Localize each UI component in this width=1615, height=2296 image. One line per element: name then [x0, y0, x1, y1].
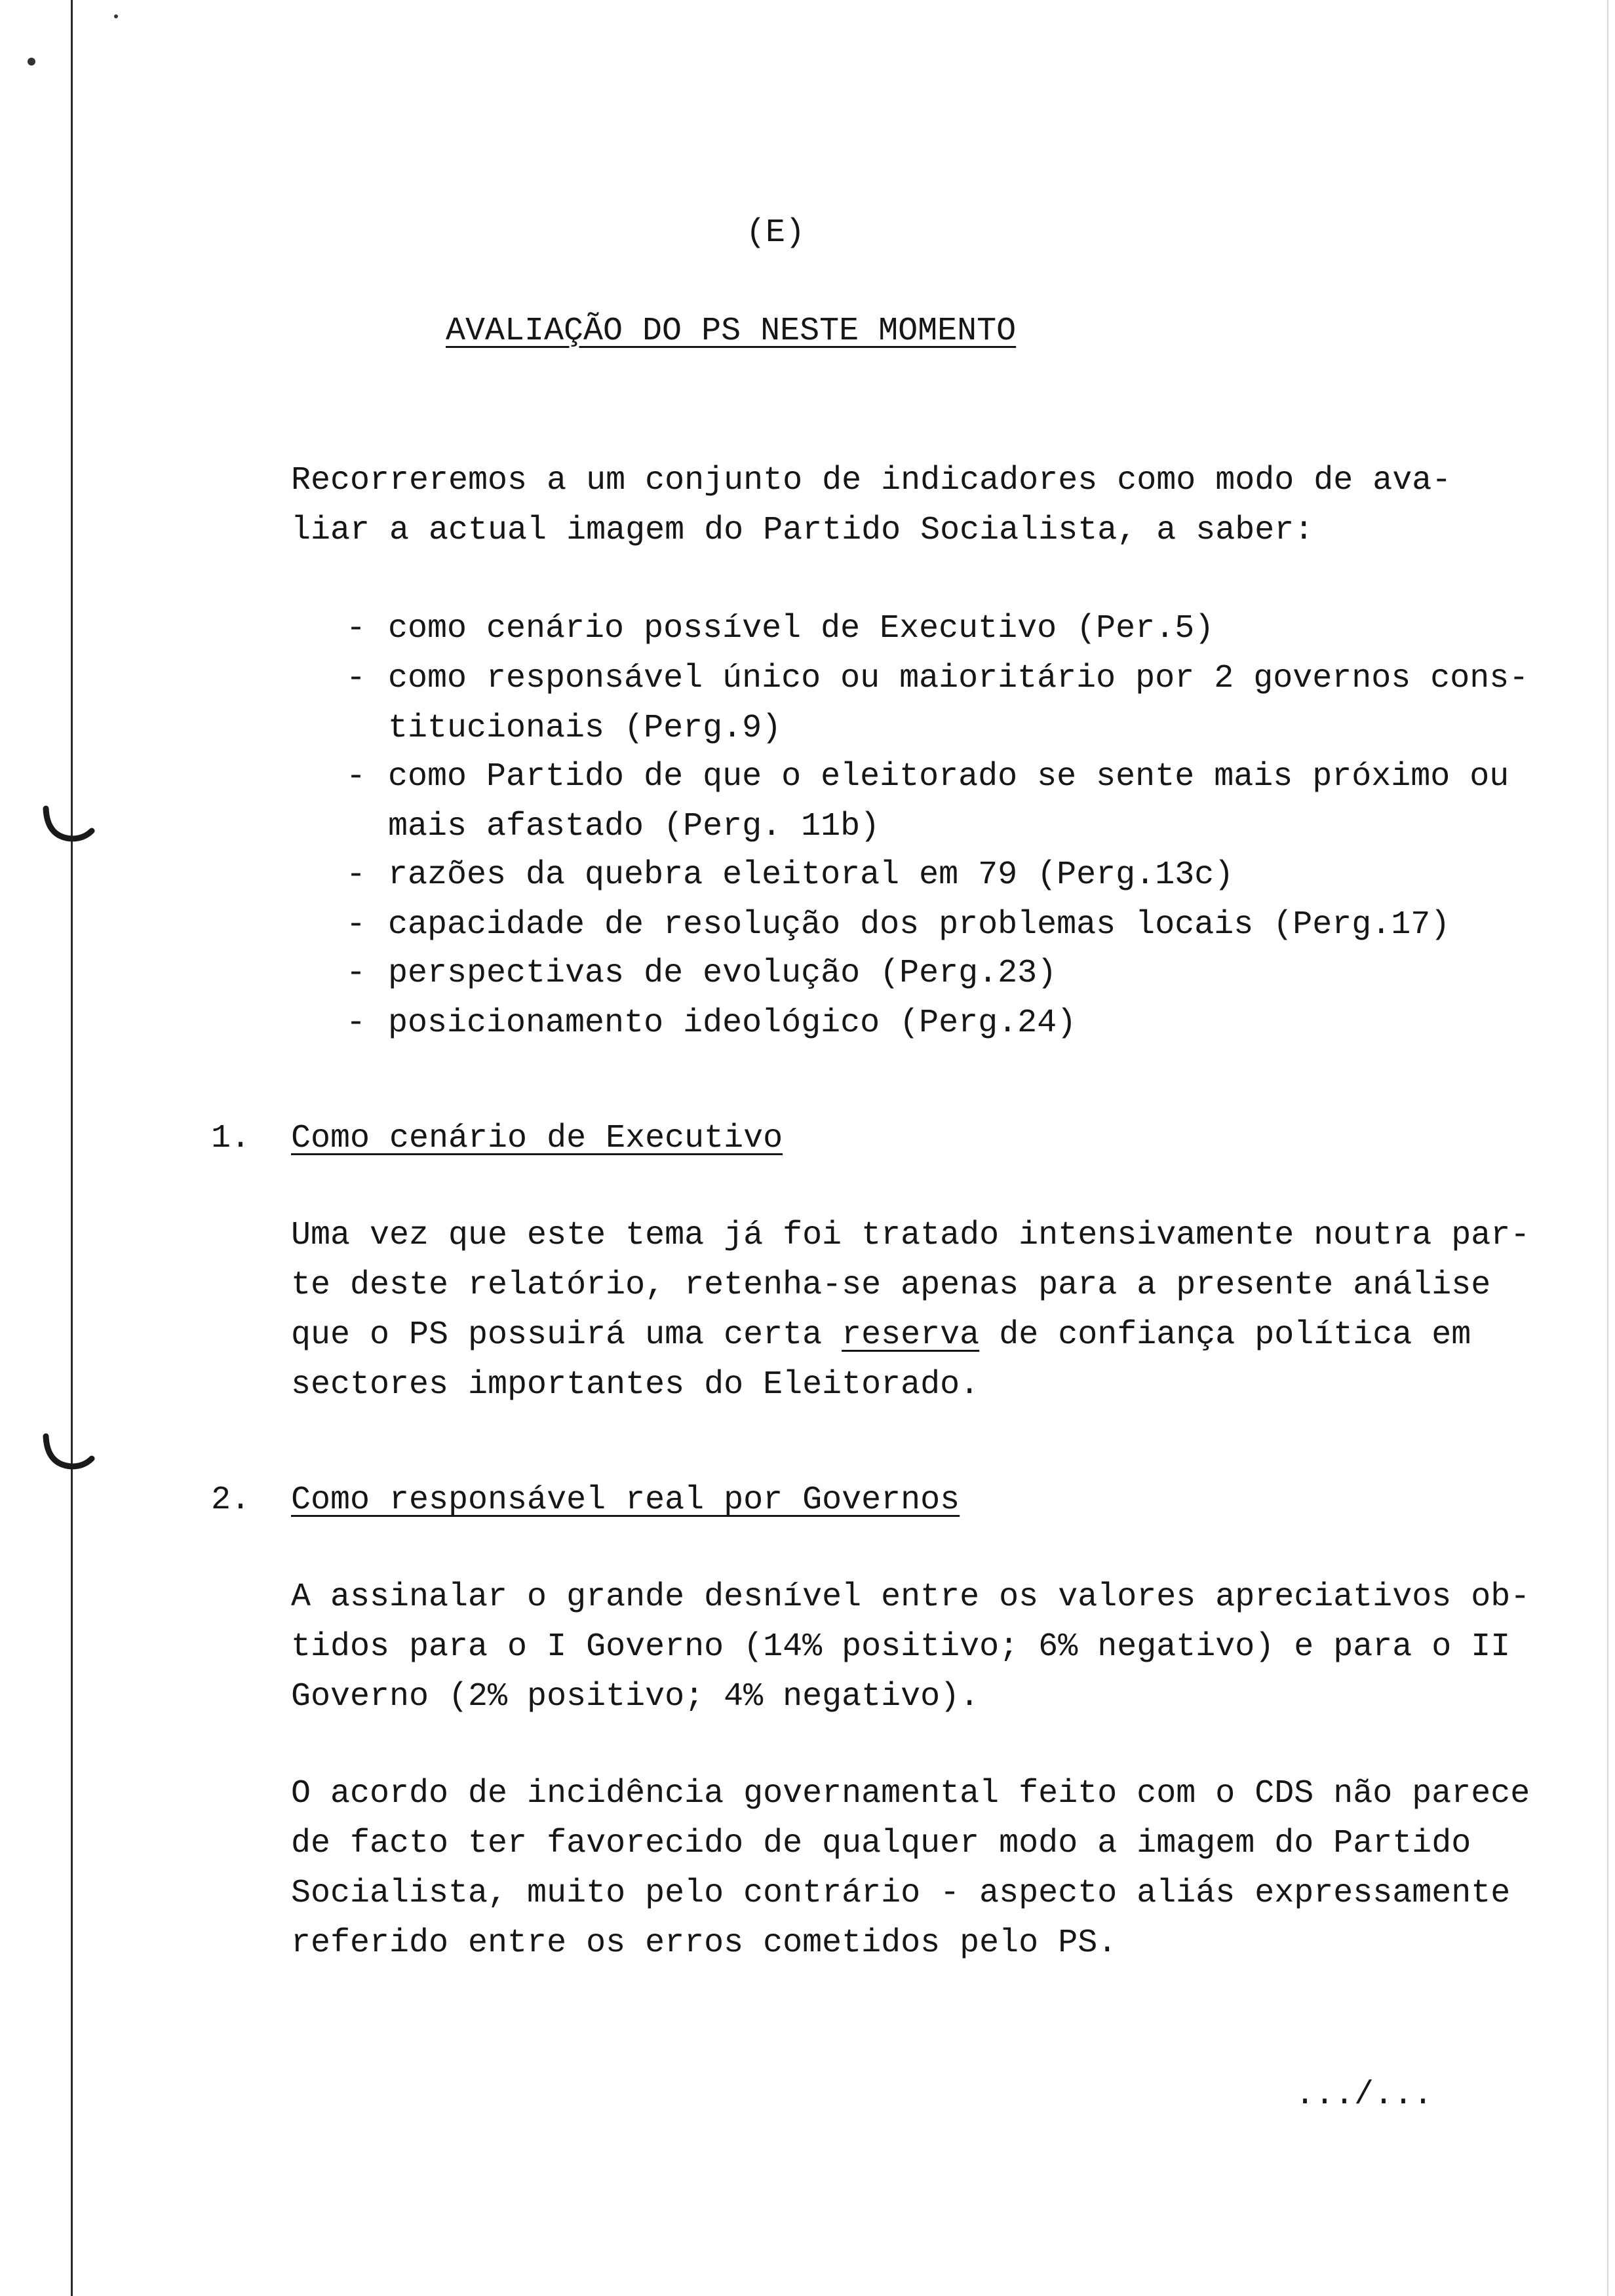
bullet-dash: - [346, 955, 366, 992]
punch-hole-mark [41, 805, 100, 851]
binding-margin-line [71, 0, 73, 2296]
section-heading: Como responsável real por Governos [291, 1482, 960, 1519]
bullet-text: como Partido de que o eleitorado se sente mais próximo ou [388, 758, 1509, 795]
paragraph-line: tidos para o I Governo (14% positivo; 6% negativo) e para o II [291, 1628, 1511, 1666]
page-title: AVALIAÇÃO DO PS NESTE MOMENTO [446, 313, 1017, 350]
paragraph-line [291, 1311, 1471, 1360]
paragraph-line: Governo (2% positivo; 4% negativo). [291, 1678, 980, 1715]
punch-hole-mark [41, 1432, 100, 1478]
bullet-text: mais afastado (Perg. 11b) [388, 808, 880, 845]
scan-speck [114, 14, 118, 18]
section-heading: Como cenário de Executivo [291, 1120, 783, 1157]
paragraph-line: A assinalar o grande desnível entre os valores apreciativos ob- [291, 1578, 1530, 1616]
paragraph-line: Uma vez que este tema já foi tratado intensivamente noutra par- [291, 1217, 1530, 1254]
bullet-dash: - [346, 856, 366, 894]
bullet-text: perspectivas de evolução (Perg.23) [388, 955, 1057, 992]
emphasized-word: reserva [842, 1316, 980, 1354]
bullet-text: como cenário possível de Executivo (Per.5) [388, 610, 1215, 647]
section-number: 1. [211, 1120, 251, 1157]
bullet-text: razões da quebra eleitoral em 79 (Perg.13c) [388, 856, 1234, 894]
paragraph-line: referido entre os erros cometidos pelo PS. [291, 1924, 1118, 1962]
paragraph-text: de confiança política em [979, 1316, 1471, 1354]
intro-line: Recorreremos a um conjunto de indicadores como modo de ava- [291, 462, 1452, 499]
page-edge-line [1607, 0, 1608, 2296]
paragraph-line: te deste relatório, retenha-se apenas para a presente análise [291, 1267, 1491, 1304]
intro-line: liar a actual imagem do Partido Socialista, a saber: [291, 512, 1314, 549]
paragraph-text: que o PS possuirá uma certa [291, 1316, 842, 1354]
section-number: 2. [211, 1482, 251, 1519]
section-marker: (E) [746, 214, 806, 252]
paragraph-line: de facto ter favorecido de qualquer modo a imagem do Partido [291, 1825, 1471, 1862]
paragraph-line: Socialista, muito pelo contrário - aspecto aliás expressamente [291, 1875, 1511, 1912]
scan-speck [28, 58, 35, 66]
bullet-text: posicionamento ideológico (Perg.24) [388, 1004, 1077, 1042]
continuation-mark: .../... [1295, 2076, 1433, 2114]
bullet-text: como responsável único ou maioritário por 2 governos cons- [388, 660, 1529, 697]
bullet-dash: - [346, 660, 366, 697]
paragraph-line: sectores importantes do Eleitorado. [291, 1366, 980, 1404]
bullet-dash: - [346, 906, 366, 944]
bullet-dash: - [346, 1004, 366, 1042]
paragraph-line: O acordo de incidência governamental feito com o CDS não parece [291, 1775, 1530, 1812]
bullet-dash: - [346, 758, 366, 795]
bullet-text: titucionais (Perg.9) [388, 710, 782, 747]
bullet-text: capacidade de resolução dos problemas locais (Perg.17) [388, 906, 1450, 944]
bullet-dash: - [346, 610, 366, 647]
